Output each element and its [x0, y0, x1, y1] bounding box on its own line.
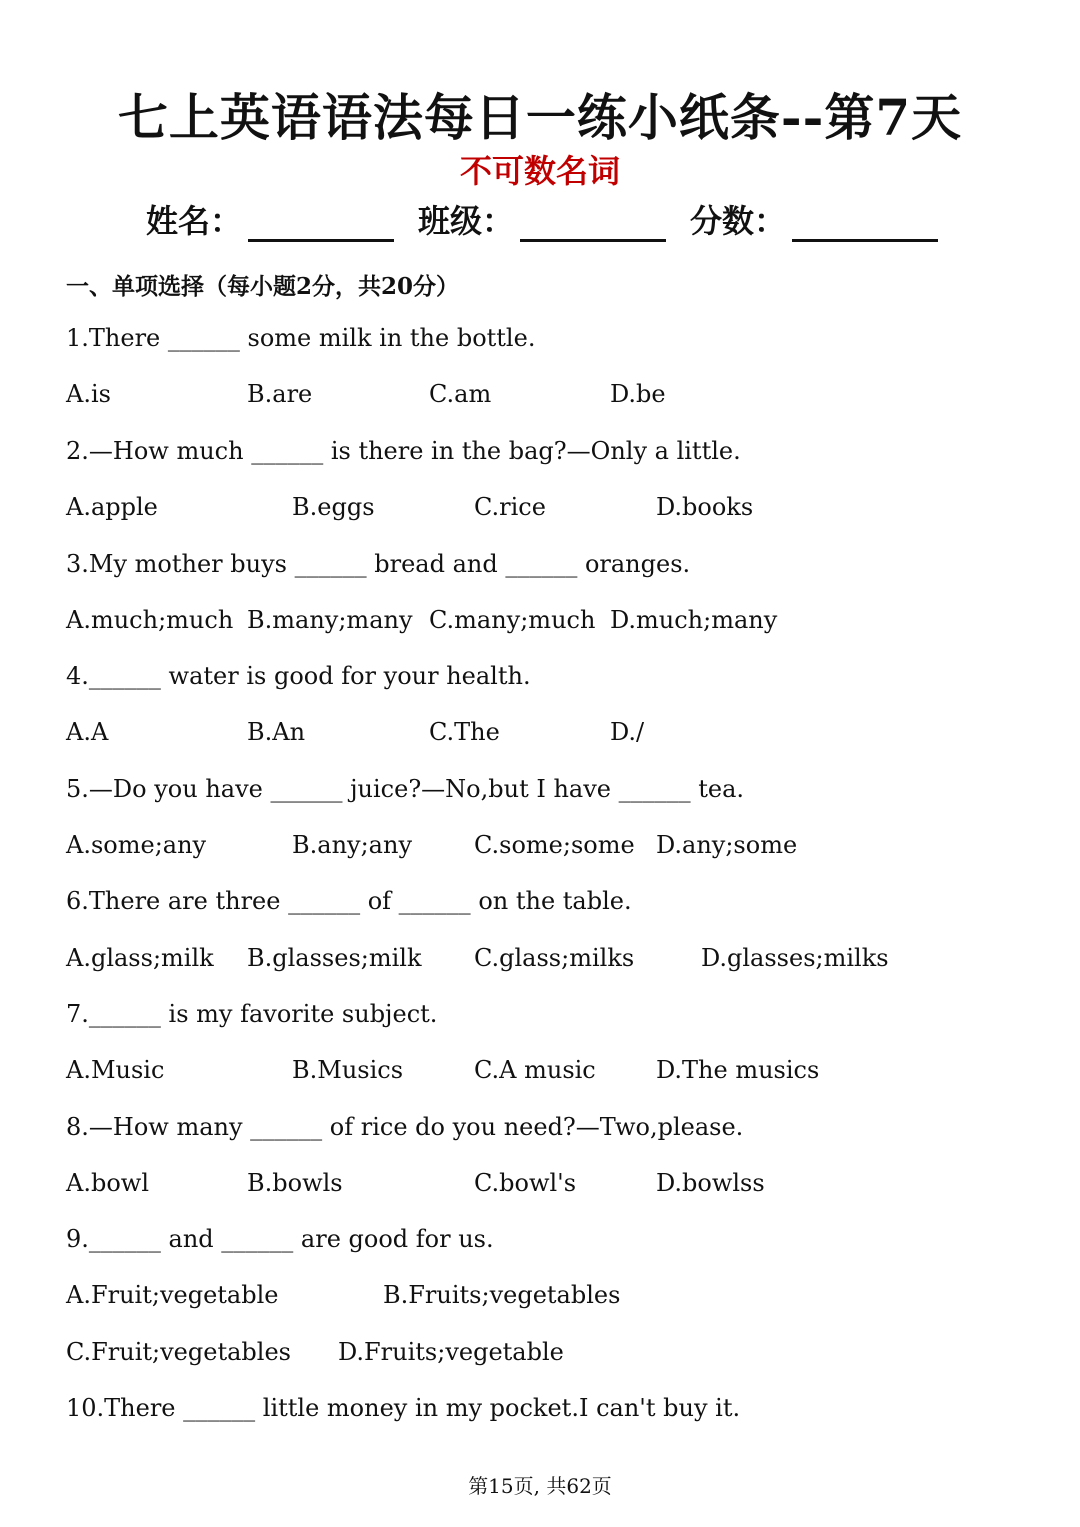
class-label: 班级： — [418, 202, 515, 240]
name-label: 姓名： — [146, 202, 243, 240]
question-1-option-a: A.is — [66, 380, 111, 408]
score-field — [690, 196, 938, 242]
question-7-option-c: C.A music — [474, 1056, 596, 1084]
question-9-option-d: D.Fruits;vegetable — [338, 1338, 564, 1366]
question-4-option-d: D./ — [610, 718, 645, 746]
score-label: 分数： — [690, 202, 787, 240]
question-7: 7.______ is my favorite subject. — [66, 1000, 438, 1028]
question-7-option-a: A.Music — [66, 1056, 165, 1084]
question-2-option-d: D.books — [656, 493, 754, 521]
question-4-option-c: C.The — [429, 718, 500, 746]
question-7-option-b: B.Musics — [292, 1056, 404, 1084]
question-1: 1.There ______ some milk in the bottle. — [66, 324, 536, 352]
question-4: 4.______ water is good for your health. — [66, 662, 531, 690]
question-6-option-c: C.glass;milks — [474, 944, 635, 972]
question-5-option-a: A.some;any — [66, 831, 207, 859]
question-3-option-a: A.much;much — [66, 606, 234, 634]
question-3-option-b: B.many;many — [247, 606, 413, 634]
question-5-option-c: C.some;some — [474, 831, 635, 859]
question-2-option-c: C.rice — [474, 493, 546, 521]
question-4-option-b: B.An — [247, 718, 306, 746]
section-title: 一、单项选择（每小题2分，共20分） — [66, 273, 460, 300]
question-5-option-b: B.any;any — [292, 831, 412, 859]
question-10: 10.There ______ little money in my pocket.I can't buy it. — [66, 1394, 741, 1422]
question-2-option-a: A.apple — [66, 493, 158, 521]
question-2-option-b: B.eggs — [292, 493, 375, 521]
page-title: 七上英语语法每日一练小纸条--第7天 — [117, 88, 963, 147]
question-1-option-d: D.be — [610, 380, 666, 408]
question-9-option-c: C.Fruit;vegetables — [66, 1338, 291, 1366]
question-9-option-b: B.Fruits;vegetables — [383, 1281, 621, 1309]
class-field — [418, 196, 666, 242]
name-field — [146, 196, 394, 242]
class-blank — [520, 209, 666, 242]
question-1-option-b: B.are — [247, 380, 313, 408]
name-blank — [248, 209, 394, 242]
question-5-option-d: D.any;some — [656, 831, 798, 859]
question-3-option-c: C.many;much — [429, 606, 596, 634]
question-6: 6.There are three ______ of ______ on the table. — [66, 887, 632, 915]
question-1-option-c: C.am — [429, 380, 492, 408]
question-6-option-b: B.glasses;milk — [247, 944, 422, 972]
student-info-row — [0, 196, 1080, 240]
page-subtitle: 不可数名词 — [459, 152, 620, 190]
question-8-option-a: A.bowl — [66, 1169, 149, 1197]
question-4-option-a: A.A — [66, 718, 109, 746]
question-9: 9.______ and ______ are good for us. — [66, 1225, 494, 1253]
question-7-option-d: D.The musics — [656, 1056, 820, 1084]
question-3-option-d: D.much;many — [610, 606, 778, 634]
question-3: 3.My mother buys ______ bread and ______ oranges. — [66, 550, 691, 578]
score-blank — [792, 209, 938, 242]
question-8-option-b: B.bowls — [247, 1169, 343, 1197]
question-8-option-c: C.bowl's — [474, 1169, 577, 1197]
question-8: 8.—How many ______ of rice do you need?—Two,please. — [66, 1113, 744, 1141]
question-6-option-d: D.glasses;milks — [701, 944, 889, 972]
page-number: 第15页, 共62页 — [468, 1474, 612, 1498]
question-6-option-a: A.glass;milk — [66, 944, 214, 972]
question-2: 2.—How much ______ is there in the bag?—Only a little. — [66, 437, 741, 465]
question-5: 5.—Do you have ______ juice?—No,but I have ______ tea. — [66, 775, 745, 803]
question-9-option-a: A.Fruit;vegetable — [66, 1281, 279, 1309]
question-8-option-d: D.bowlss — [656, 1169, 765, 1197]
